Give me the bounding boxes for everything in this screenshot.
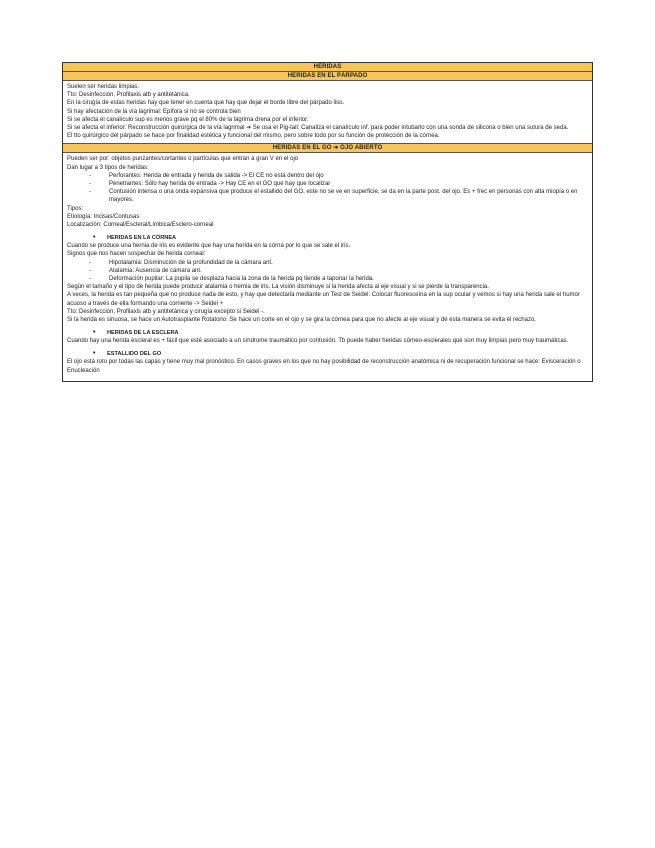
paragraph: Dan lugar a 3 tipos de heridas: <box>67 164 149 171</box>
bullet-icon: • <box>93 350 96 358</box>
paragraph: Cuando se produce una hernia de iris es evidente que hay una herida en la córna por lo que se sale el iris. <box>67 243 351 250</box>
paragraph: Tto: Desinfección, Profilaxis atb y antitetánica y cirugía excepto si Seidel -. <box>67 308 265 315</box>
paragraph: Si se afecta el canalículo sup es menos grave pq el 80% de la lágrima drena por el inferior. <box>67 116 309 123</box>
heridas-table <box>62 62 593 382</box>
list-item-text: Atalamia: Ausencia de cámara ant. <box>109 267 202 274</box>
paragraph: A veces, la herida es tan pequeña que no produce nada de esto, y hay que detectarla mediante un Test de Seidel: Colocar fluoresceína en la sup ocular y vemos si hay una herida sale el humor acuoso a través de ella formando una corriente -> Seidel + <box>67 292 580 307</box>
paragraph: Según el tamaño y el tipo de herida puede producir atalamia o hernia de iris. La visión disminuye si la herida afecta al eje visual y si se pierde la transparencia. <box>67 284 489 291</box>
paragraph: Si se afecta el inferior: Reconstrucción quirúrgica de la vía lagrimal ➔ Se usa el Pig-tail: Canaliza el canalículo inf. para poder intubarlo con una sonda de silicona o bien una sutura de seda. <box>67 125 569 132</box>
paragraph: Tto: Desinfección, Profilaxis atb y antitetánica. <box>67 92 190 99</box>
list-item-text: Deformación pupilar: La pupila se desplaza hacia la zona de la herida pq tiende a taponar la herida. <box>109 276 374 283</box>
bullet-icon: • <box>93 234 96 242</box>
dash-marker: - <box>89 259 91 266</box>
paragraph: Cuando hay una herida escleral es + fácil que esté asociado a un síndrome traumático por contusión. Tb puede haber heridas córneo-esclerales que son muy limpias pero muy traumáticas. <box>67 338 569 345</box>
paragraph: Suelen ser heridas limpias. <box>67 84 140 90</box>
paragraph: Signos que nos hacen sospechar de herida corneal: <box>67 251 206 258</box>
paragraph: El ojo está roto por todas las capas y tiene muy mal pronóstico. En casos graves en los que no hay posibilidad de reconstrucción anatómica ni de recuperación funcional se hace: Evisceración o Enucleación <box>67 359 581 374</box>
paragraph: El tto quirúrgico del párpado se hace por finalidad estética y funcional del mismo, pero sobre todo por su función de protección de la córnea. <box>67 133 440 140</box>
section-title-parpado: HERIDAS EN EL PÁRPADO <box>63 72 592 81</box>
dash-marker: - <box>89 267 91 274</box>
subheading-text: HERIDAS DE LA ESCLERA <box>107 330 179 337</box>
list-item <box>67 259 588 267</box>
list-item <box>67 188 588 204</box>
list-item <box>67 275 588 283</box>
section-body-ojo-abierto <box>63 153 592 380</box>
main-title: HERIDAS <box>63 63 592 72</box>
subheading-esclera <box>67 329 588 337</box>
paragraph: Si hay afectación de la vía lagrimal: Epífora si no se controla bien <box>67 108 241 115</box>
list-item-text: Perforantes: Herida de entrada y herida de salida -> El CE no está dentro del ojo <box>109 172 324 179</box>
subheading-text: ESTALLIDO DEL GO <box>107 351 162 358</box>
list-item <box>67 180 588 188</box>
subheading-estallido <box>67 350 588 358</box>
subheading-cornea <box>67 234 588 242</box>
dash-marker: - <box>89 189 91 196</box>
dash-marker: - <box>89 172 91 179</box>
bullet-icon: • <box>93 329 96 337</box>
list-item-text: Penetrantes: Sólo hay herida de entrada -> Hay CE en el GO que hay que localizar <box>109 181 331 188</box>
list-item <box>67 172 588 180</box>
paragraph: Localización: Corneal/Escleral/Límbica/Esclero-corneal <box>67 222 214 229</box>
list-item-text: Hipotalamia: Disminución de la profundidad de la cámara ant. <box>109 259 273 266</box>
paragraph: Si la herida es sinuosa, se hace un Autotrasplante Rotatorio: Se hace un corte en el ojo y se gira la córnea para que no afecte al eje visual y de esta manera se evita el rechazo. <box>67 317 536 324</box>
dash-marker: - <box>89 276 91 283</box>
list-item <box>67 267 588 275</box>
subheading-text: HERIDAS EN LA CÓRNEA <box>107 235 177 242</box>
section-title-ojo-abierto: HERIDAS EN EL GO ➔ OJO ABIERTO <box>63 144 592 153</box>
dash-marker: - <box>89 181 91 188</box>
paragraph: En la cirugía de estas heridas hay que tener en cuenta que hay que dejar el borde libre del párpado liso. <box>67 100 345 107</box>
paragraph: Tipos: <box>67 205 84 212</box>
list-item-text: Contusión intensa o una onda expansiva que produce el estallido del GO, este no se ve en superficie, se da en la parte post. del ojo. Es + frec en personas con alta miopía o en mayores. <box>109 189 578 204</box>
paragraph: Pueden ser por: objetos punzantes/cortantes o partículas que entran a gran V en el ojo <box>67 156 299 163</box>
paragraph: Etiología: Incisas/Contusas <box>67 213 140 220</box>
section-body-parpado <box>63 81 592 144</box>
